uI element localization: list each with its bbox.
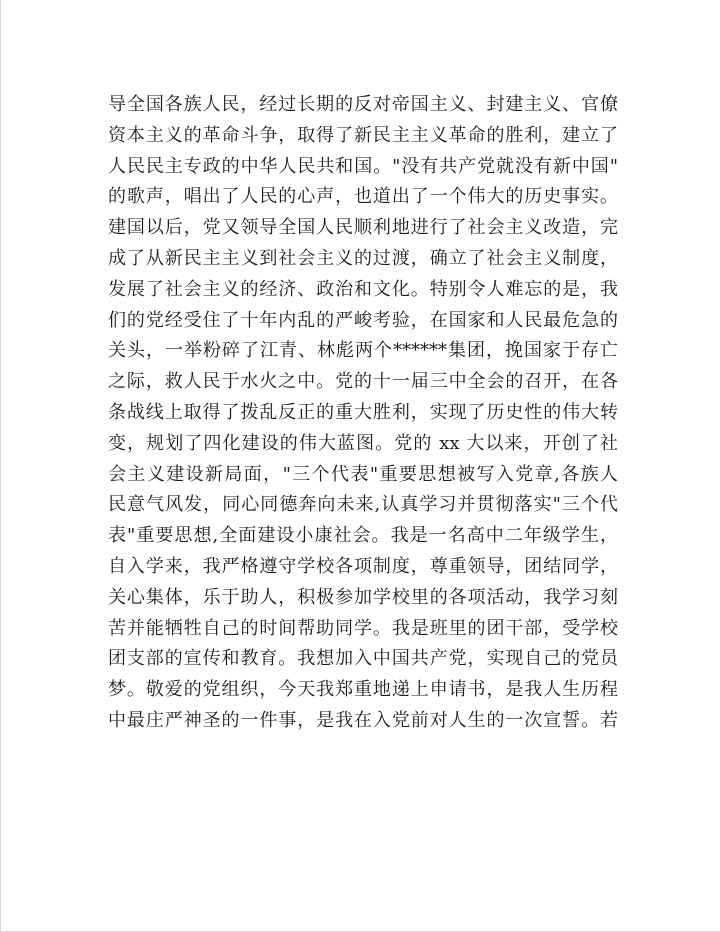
text-line: 苦并能牺牲自己的时间帮助同学。我是班里的团干部，受学校 [108,617,618,639]
text-line: 之际，救人民于水火之中。党的十一届三中全会的召开，在各 [108,371,618,393]
text-line: 变，规划了四化建设的伟大蓝图。党的 xx 大以来，开创了社 [108,432,618,454]
text-line: 条战线上取得了拨乱反正的重大胜利，实现了历史性的伟大转 [108,401,618,423]
text-line: 民意气风发，同心同德奔向未来,认真学习并贯彻落实"三个代 [108,494,618,516]
text-line: 成了从新民主主义到社会主义的过渡，确立了社会主义制度， [108,247,618,269]
text-line: 梦。敬爱的党组织，今天我郑重地递上申请书，是我人生历程 [108,679,618,701]
text-line: 资本主义的革命斗争，取得了新民主主义革命的胜利，建立了 [108,124,618,146]
text-line: 导全国各族人民，经过长期的反对帝国主义、封建主义、官僚 [108,94,618,115]
text-line: 关心集体，乐于助人，积极参加学校里的各项活动，我学习刻 [108,586,618,608]
body-text [108,90,618,737]
text-line: 关头，一举粉碎了江青、林彪两个******集团，挽国家于存亡 [108,340,618,362]
text-line: 中最庄严神圣的一件事，是我在入党前对人生的一次宣誓。若 [108,709,618,731]
text-line: 们的党经受住了十年内乱的严峻考验，在国家和人民最危急的 [108,309,618,331]
text-line: 人民民主专政的中华人民共和国。"没有共产党就没有新中国" [108,155,618,177]
text-line: 自入学来，我严格遵守学校各项制度，尊重领导，团结同学， [108,555,618,577]
text-line: 表"重要思想,全面建设小康社会。我是一名高中二年级学生， [108,525,618,547]
text-line: 会主义建设新局面，"三个代表"重要思想被写入党章,各族人 [108,463,618,485]
text-line: 建国以后，党又领导全国人民顺利地进行了社会主义改造，完 [108,217,618,239]
text-line: 的歌声，唱出了人民的心声，也道出了一个伟大的历史事实。 [108,186,618,208]
text-line: 团支部的宣传和教育。我想加入中国共产党，实现自己的党员 [108,648,618,670]
text-line: 发展了社会主义的经济、政治和文化。特别令人难忘的是，我 [108,278,618,300]
